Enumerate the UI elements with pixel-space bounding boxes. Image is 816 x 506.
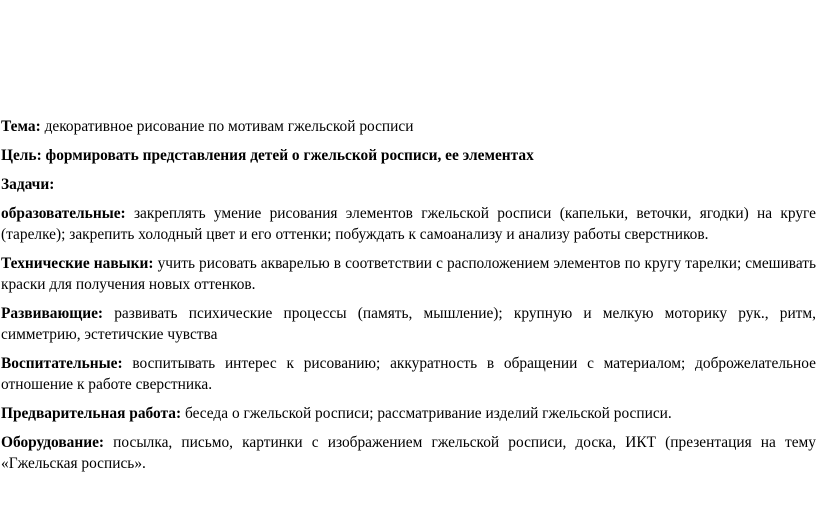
preliminary-label: Предварительная работа: bbox=[1, 405, 182, 422]
developing-paragraph bbox=[1, 303, 816, 345]
educational-paragraph bbox=[1, 203, 816, 245]
developing-text: развивать психические процессы (память, мышление); крупную и мелкую моторику рук., ритм, симметрию, эстетичские чувства bbox=[1, 305, 816, 343]
equipment-text: посылка, письмо, картинки с изображением гжельской росписи, доска, ИКТ (презентация на тему «Гжельская роспись». bbox=[1, 434, 816, 472]
upbringing-paragraph bbox=[1, 353, 816, 395]
educational-label: образовательные: bbox=[1, 205, 126, 222]
technical-text: учить рисовать акварелью в соответствии с расположением элементов по кругу тарелки; смешивать краски для получения новых оттенков. bbox=[1, 255, 816, 293]
theme-label: Тема: bbox=[1, 118, 41, 135]
educational-text: закреплять умение рисования элементов гжельской росписи (капельки, веточки, ягодки) на круге (тарелке); закрепить холодный цвет и его оттенки; побуждать к самоанализу и анализу работы сверстников. bbox=[1, 205, 816, 243]
developing-label: Развивающие: bbox=[1, 305, 104, 322]
theme-text: декоративное рисование по мотивам гжельской росписи bbox=[40, 118, 414, 135]
upbringing-label: Воспитательные: bbox=[1, 355, 123, 372]
goal-paragraph bbox=[1, 145, 816, 166]
tasks-paragraph bbox=[1, 174, 816, 195]
equipment-label: Оборудование: bbox=[1, 434, 105, 451]
lesson-plan-body bbox=[1, 116, 816, 482]
upbringing-text: воспитывать интерес к рисованию; аккуратность в обращении с материалом; доброжелательное отношение к работе сверстника. bbox=[1, 355, 816, 393]
preliminary-paragraph bbox=[1, 403, 816, 424]
tasks-label: Задачи: bbox=[1, 176, 55, 193]
preliminary-text: беседа о гжельской росписи; рассматривание изделий гжельской росписи. bbox=[181, 405, 672, 422]
technical-paragraph bbox=[1, 253, 816, 295]
goal-text: Цель: формировать представления детей о гжельской росписи, ее элементах bbox=[1, 147, 534, 164]
technical-label: Технические навыки: bbox=[1, 255, 154, 272]
theme-paragraph bbox=[1, 116, 816, 137]
equipment-paragraph bbox=[1, 432, 816, 474]
